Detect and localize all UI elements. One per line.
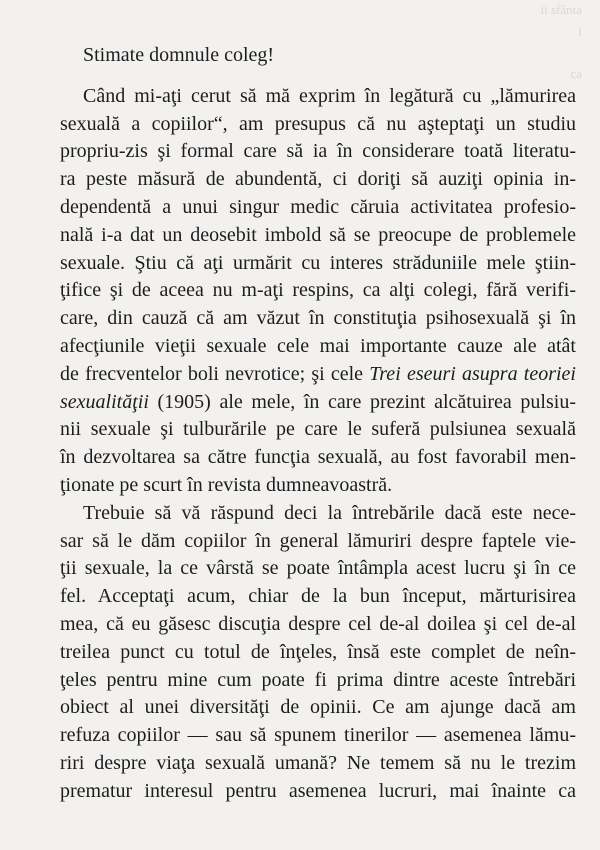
text-line: ţionate pe scurt în revista dumneavoastră. [60,473,393,496]
book-title-italic: Trei eseuri asupra teoriei [369,362,576,385]
text-line: Trebuie să vă răspund deci la întrebările dacă este nece- [83,501,576,524]
text-line: ţii sexuale, la ce vârstă se poate întâmpla acest lucru şi în ce [60,557,576,580]
text-line: nală i-a dat un deosebit imbold să se preocupe de problemele [60,223,576,246]
text-line: riri despre viaţa sexuală umană? Ne temem să nu le trezim [60,751,576,774]
text-line: Când mi-aţi cerut să mă exprim în legătură cu „lămurirea [83,84,576,107]
letter-body [60,42,576,806]
greeting: Stimate domnule coleg! [83,44,275,66]
text-line: dependentă a unui singur medic căruia activitatea profesio- [60,195,576,218]
text-span: (1905) ale mele, în care prezint alcătuirea pulsiu- [148,390,576,413]
text-line: care, din cauză că am văzut în constituţia psihosexuală şi în [60,307,576,330]
bleed-through-text: ca [570,66,582,81]
book-title-italic: sexualităţii [60,390,149,413]
spacer [60,70,576,83]
text-line: nii sexuale şi tulburările pe care le suferă pulsiunea sexuală [60,418,576,441]
paragraph-1 [60,83,576,500]
text-line [60,361,576,389]
text-line [60,389,576,417]
text-line: refuza copiilor — sau să spunem tinerilor — asemenea lămu- [60,724,576,747]
text-line: fel. Acceptaţi acum, chiar de la bun început, mărturisirea [60,585,576,608]
text-line: ţeles pentru mine cum poate fi prima dintre aceste întrebări [60,668,576,691]
text-line: mea, că eu găsesc discuţia despre cel de-al doilea şi cel de-al [60,612,576,635]
text-line: ra peste măsură de abundentă, ci doriţi să auziţi opinia in- [60,168,576,191]
bleed-through-text: ii sfânta [540,2,582,17]
text-line: obiect al unei diversităţi de opinii. Ce am ajunge dacă am [60,696,576,719]
text-span: de frecventelor boli nevrotice; şi cele [60,362,370,385]
text-line: treilea punct cu totul de înţeles, însă este complet de neîn- [60,640,576,663]
text-line: afecţiunile vieţii sexuale cele mai importante cauze ale atât [60,334,576,357]
text-line: propriu-zis şi formal care să ia în considerare toată literatu- [60,140,576,163]
text-line: sexuală a copiilor“, am presupus că nu aşteptaţi un studiu [60,112,576,135]
bleed-through-text: l [578,24,582,39]
text-line: sexuale. Ştiu că aţi urmărit cu interes străduniile mele ştiin- [60,251,576,274]
paragraph-2 [60,500,576,806]
text-line: ţifice şi de aceea nu m-aţi respins, ca alţi colegi, fără verifi- [60,279,576,302]
text-line: prematur interesul pentru asemenea lucruri, mai înainte ca [60,779,576,802]
text-line: în dezvoltarea sa către funcţia sexuală, au fost favorabil men- [60,446,576,469]
text-line: sar să le dăm copiilor în general lămuriri despre faptele vie- [60,529,576,552]
